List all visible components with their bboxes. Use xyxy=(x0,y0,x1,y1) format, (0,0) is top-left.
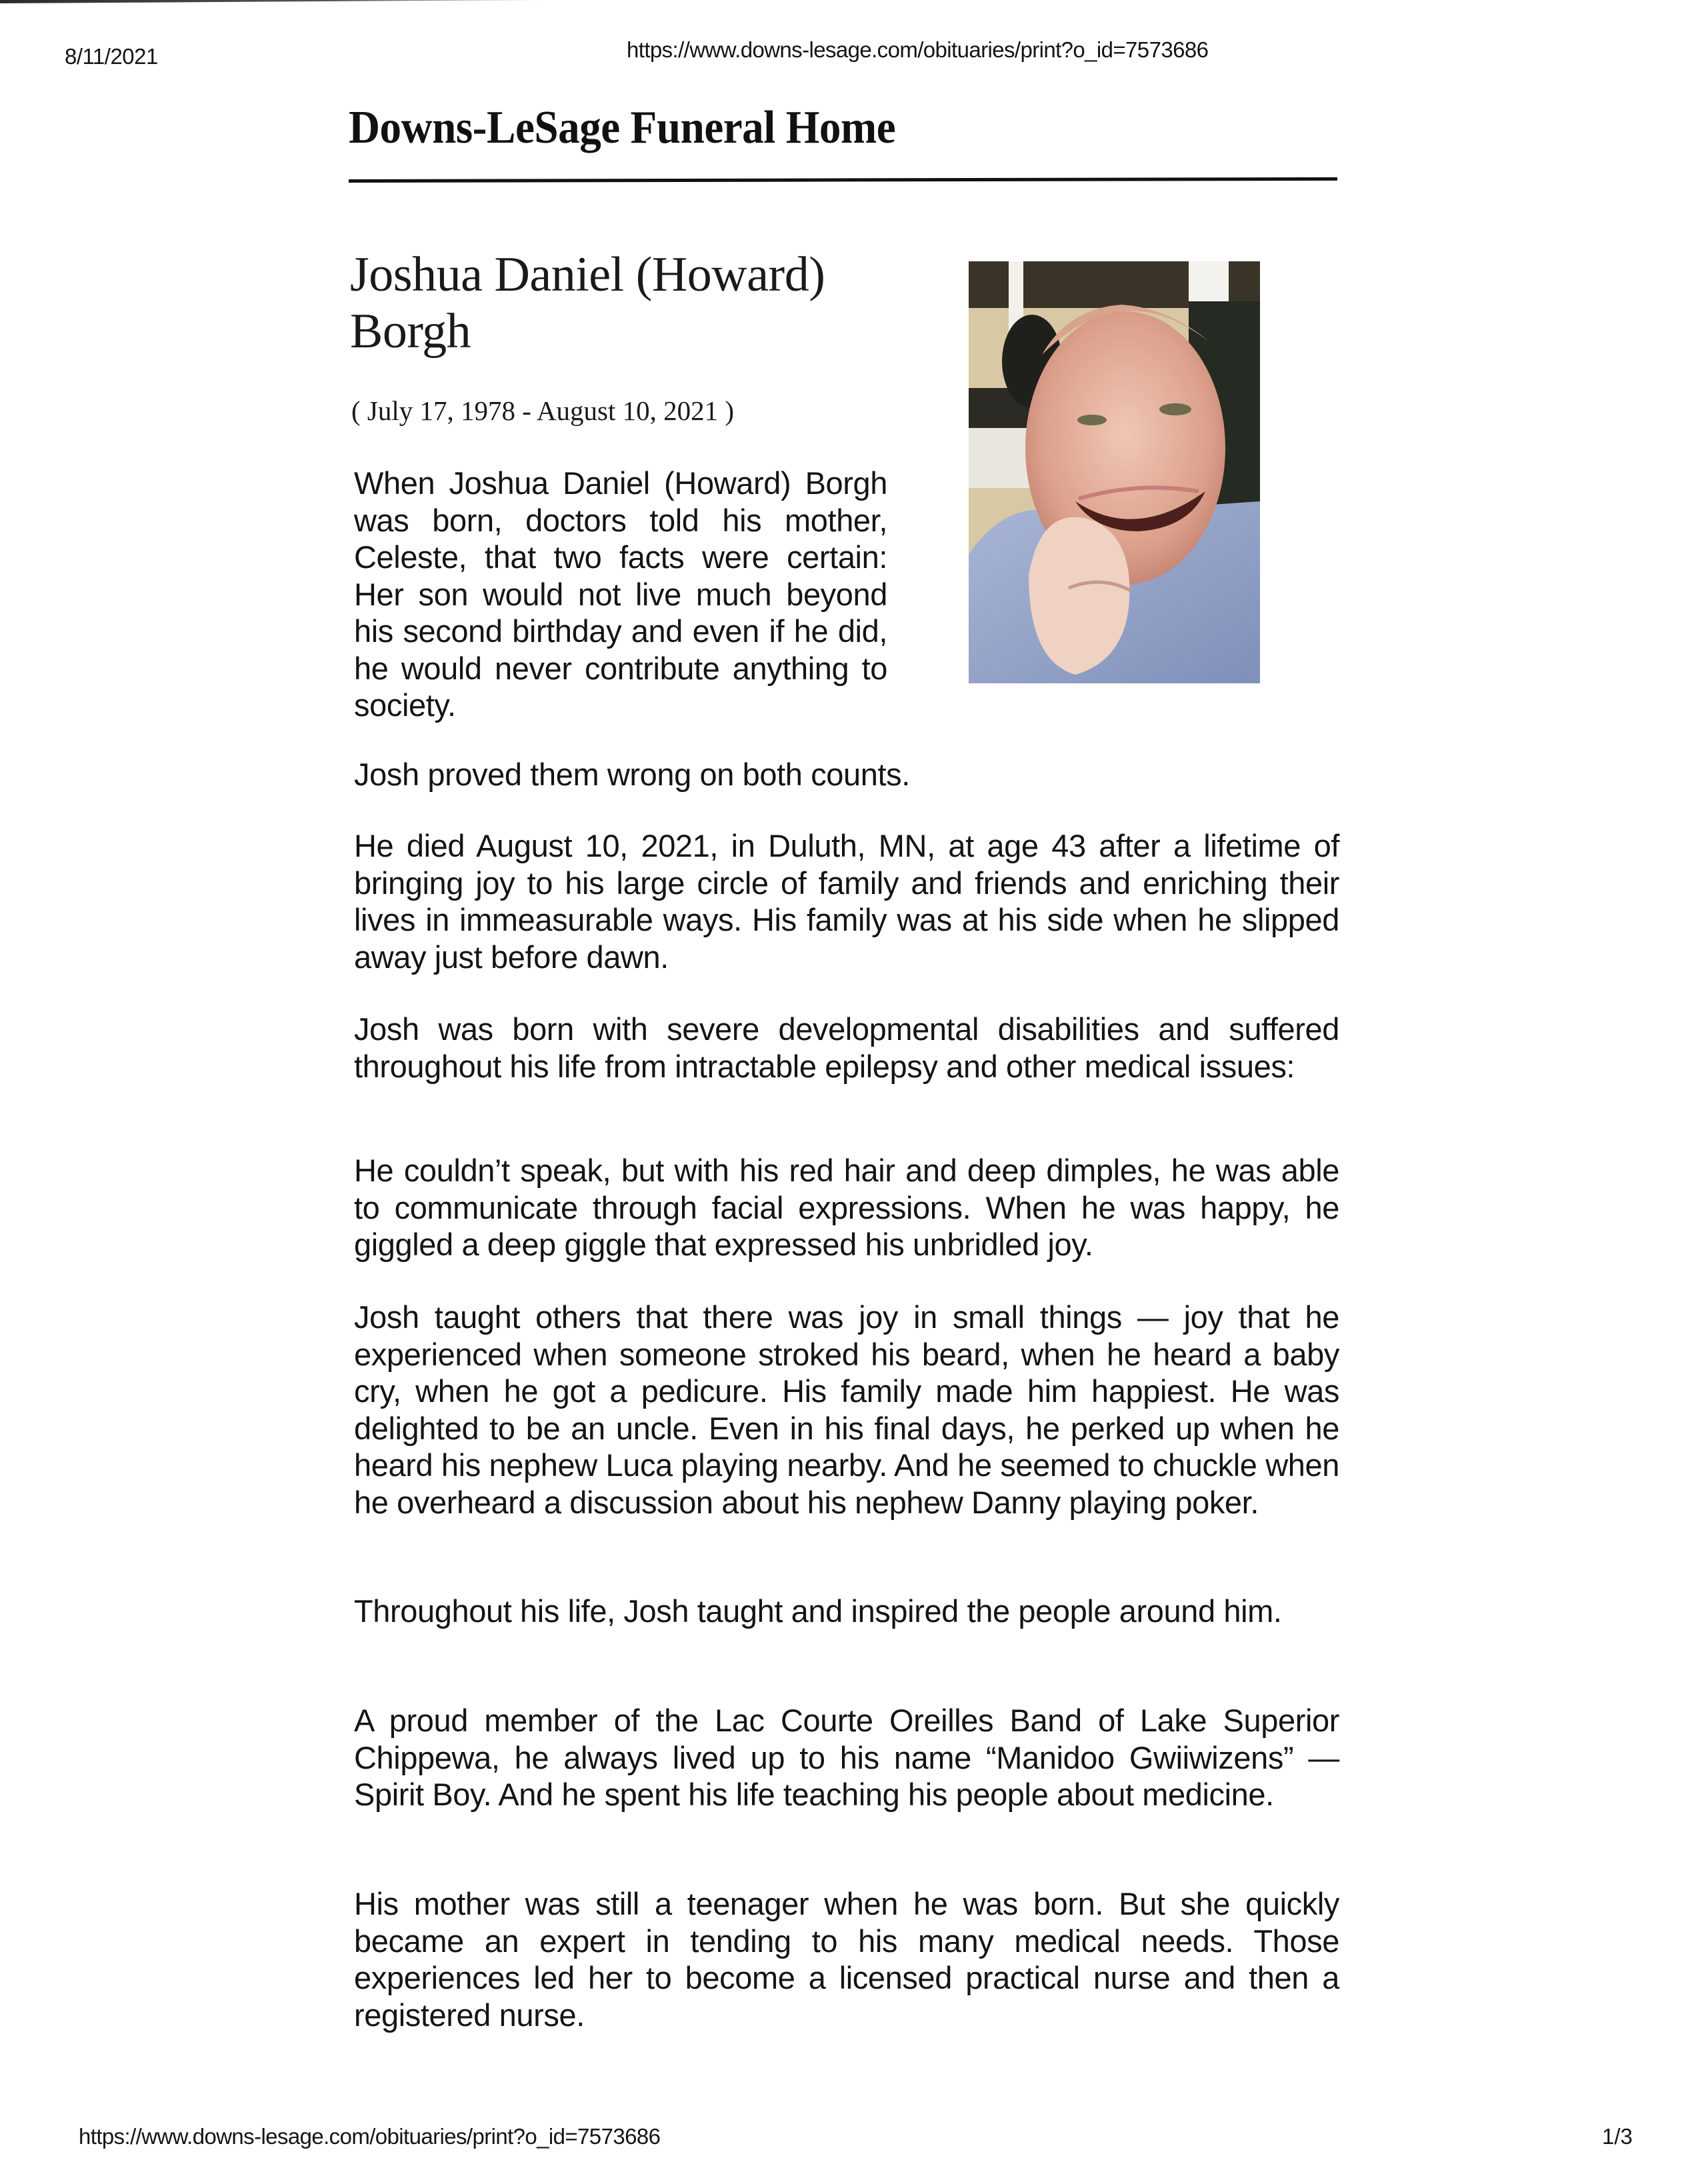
obituary-paragraph-1: When Joshua Daniel (Howard) Borgh was born, doctors told his mother, Celeste, that two facts were certain: Her son would not live much beyond his second birthday and even if he did, he would never contribute anything to society. xyxy=(354,465,887,723)
print-url-header: https://www.downs-lesage.com/obituaries/print?o_id=7573686 xyxy=(627,37,1209,62)
obituary-name xyxy=(350,247,937,360)
scan-edge-artifact xyxy=(0,0,600,3)
obituary-paragraph-8: A proud member of the Lac Courte Oreilles Band of Lake Superior Chippewa, he always lived up to his name “Manidoo Gwiiwizens” — Spirit Boy. And he spent his life teaching his people about medicine. xyxy=(354,1703,1339,1812)
obituary-dates: ( July 17, 1978 - August 10, 2021 ) xyxy=(351,395,734,426)
obituary-paragraph-3: He died August 10, 2021, in Duluth, MN, at age 43 after a lifetime of bringing joy to his large circle of family and friends and enriching their lives in immeasurable ways. His family was at his side when he slipped away just before dawn. xyxy=(354,828,1339,975)
portrait-image xyxy=(969,261,1260,683)
obituary-name-line1: Joshua Daniel (Howard) xyxy=(350,247,825,302)
print-date: 8/11/2021 xyxy=(65,44,158,69)
page-number: 1/3 xyxy=(1602,2124,1633,2149)
obituary-paragraph-6: Josh taught others that there was joy in small things — joy that he experienced when someone stroked his beard, when he heard a baby cry, when he got a pedicure. His family made him happiest. He was delighted to be an uncle. Even in his final days, he perked up when he heard his nephew Luca playing nearby. And he seemed to chuckle when he overheard a discussion about his nephew Danny playing poker. xyxy=(354,1299,1339,1520)
funeral-home-title: Downs-LeSage Funeral Home xyxy=(349,102,896,153)
obituary-name-line2: Borgh xyxy=(350,304,471,359)
obituary-paragraph-5: He couldn’t speak, but with his red hair and deep dimples, he was able to communicate through facial expressions. When he was happy, he giggled a deep giggle that expressed his unbridled joy. xyxy=(354,1153,1339,1262)
header-divider xyxy=(349,177,1337,183)
obituary-photo xyxy=(969,261,1260,683)
obituary-paragraph-2: Josh proved them wrong on both counts. xyxy=(354,757,910,792)
obituary-paragraph-9: His mother was still a teenager when he was born. But she quickly became an expert in tending to his many medical needs. Those experiences led her to become a licensed practical nurse and then a registered nurse. xyxy=(354,1886,1339,2033)
obituary-paragraph-4: Josh was born with severe developmental disabilities and suffered throughout his life from intractable epilepsy and other medical issues: xyxy=(354,1011,1339,1084)
print-url-footer: https://www.downs-lesage.com/obituaries/print?o_id=7573686 xyxy=(79,2124,661,2149)
obituary-paragraph-7: Throughout his life, Josh taught and inspired the people around him. xyxy=(354,1593,1282,1629)
